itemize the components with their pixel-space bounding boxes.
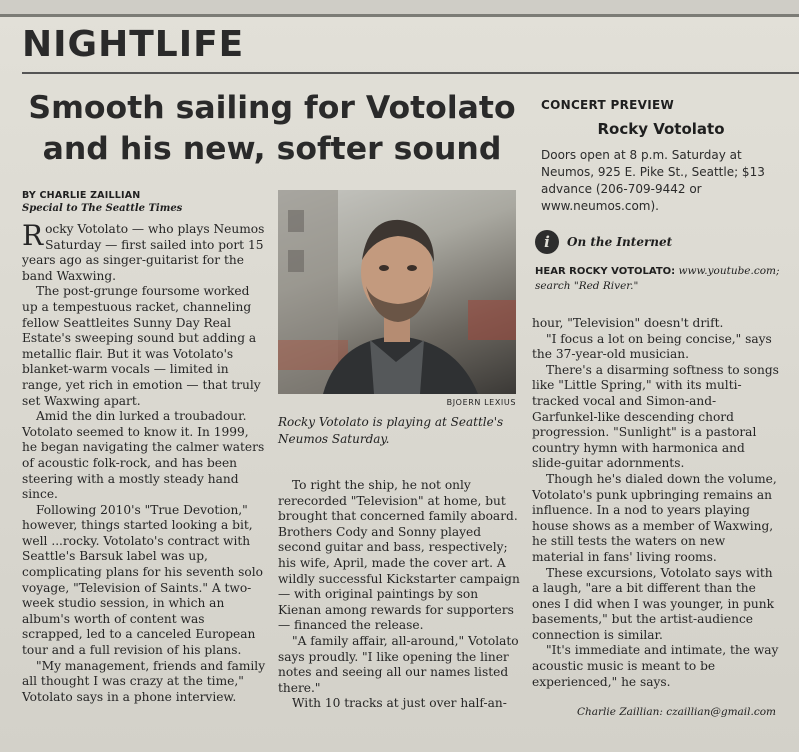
paragraph: Amid the din lurked a troubadour. Votolato seemed to know it. In 1999, he began navigating the calmer waters of acoustic folk-rock, and has been steering with a mostly steady hand since. (22, 409, 265, 502)
article-column-2 (278, 478, 520, 712)
section-heading: NIGHTLIFE (22, 24, 245, 65)
paragraph: "I focus a lot on being concise," says the 37-year-old musician. (532, 331, 772, 362)
preview-label: CONCERT PREVIEW (541, 98, 675, 112)
paragraph: To right the ship, he not only rerecorded "Television" at home, but brought that concerned family aboard. Brothers Cody and Sonny played second guitar and bass, respectively; his wife, April, made the cover art. A wildly successful Kickstarter campaign — with original paintings by son Kienan among rewards for supporters — financed the release. (278, 478, 520, 633)
paragraph: Following 2010's "True Devotion," however, things started looking a bit, well ...rocky. Votolato's contract with Seattle's Barsuk label was up, complicating plans for his seventh solo voyage, "Television of Saints." A two-week studio session, in which an album's worth of content was scrapped, led to a canceled European tour and a full revision of his plans. (22, 502, 263, 658)
paragraph: "It's immediate and intimate, the way acoustic music is meant to be experienced," he says. (532, 643, 779, 689)
article-column-1 (22, 219, 266, 705)
paragraph (22, 219, 266, 284)
paragraph-text: ocky Votolato — who plays Neumos Saturday — first sailed into port 15 years ago as singer-guitarist for the band Waxwing. (22, 222, 265, 283)
hear-label: HEAR ROCKY VOTOLATO: (535, 266, 676, 277)
photo-credit: BJOERN LEXIUS (446, 398, 516, 407)
byline-affiliation: Special to The Seattle Times (22, 203, 183, 214)
top-strip (0, 0, 799, 14)
paragraph: With 10 tracks at just over half-an- (292, 696, 507, 711)
byline-name: BY CHARLIE ZAILLIAN (22, 190, 141, 201)
top-rule (0, 14, 799, 17)
paragraph: hour, "Television" doesn't drift. (532, 316, 724, 330)
paragraph: Though he's dialed down the volume, Votolato's punk upbringing remains an influence. In a nod to years playing house shows as a member of Waxwing, he still tests the waters on new material in fans' living rooms. (532, 471, 777, 564)
preview-artist-name: Rocky Votolato (597, 120, 725, 138)
on-the-internet (535, 228, 672, 256)
drop-cap: R (22, 219, 44, 252)
paragraph: There's a disarming softness to songs like "Little Spring," with its multi-tracked vocal and Simon-and-Garfunkel-like descending chord progression. "Sunlight" is a pastoral country hymn with harmonica and slide-guitar adornments. (532, 362, 779, 471)
headline: Smooth sailing for Votolato and his new, softer sound (28, 90, 516, 167)
section-rule (22, 72, 799, 74)
hear-link-text (535, 264, 785, 294)
paragraph: "A family affair, all-around," Votolato says proudly. "I like opening the liner notes and seeing all our names listed there." (278, 633, 519, 695)
concert-preview-box (541, 98, 781, 215)
article-column-3 (532, 316, 780, 690)
photo-caption: Rocky Votolato is playing at Seattle's Neumos Saturday. (278, 415, 504, 446)
hear-text: www.youtube.com; search "Red River." (535, 265, 780, 292)
preview-details: Doors open at 8 p.m. Saturday at Neumos, 925 E. Pike St., Seattle; $13 advance (206-709-9442 or www.neumos.com). (541, 148, 765, 213)
internet-label: On the Internet (567, 235, 673, 249)
author-signoff: Charlie Zaillian: czaillian@gmail.com (576, 706, 776, 718)
info-icon: i (535, 230, 559, 254)
paragraph: These excursions, Votolato says with a laugh, "are a bit different than the ones I did when I was younger, in punk basements," but the artist-audience connection is similar. (532, 565, 774, 642)
artist-photo (278, 190, 516, 394)
paragraph: The post-grunge foursome worked up a tempestuous racket, channeling fellow Seattleites Sunny Day Real Estate's sweeping sound but adding a metallic flair. But it was Votolato's blanket-warm vocals — limited in range, yet rich in emotion — that truly set Waxwing apart. (22, 284, 261, 408)
paragraph: "My management, friends and family all thought I was crazy at the time," Votolato says in a phone interview. (22, 658, 266, 704)
portrait-illustration (278, 190, 516, 394)
byline (22, 190, 262, 214)
